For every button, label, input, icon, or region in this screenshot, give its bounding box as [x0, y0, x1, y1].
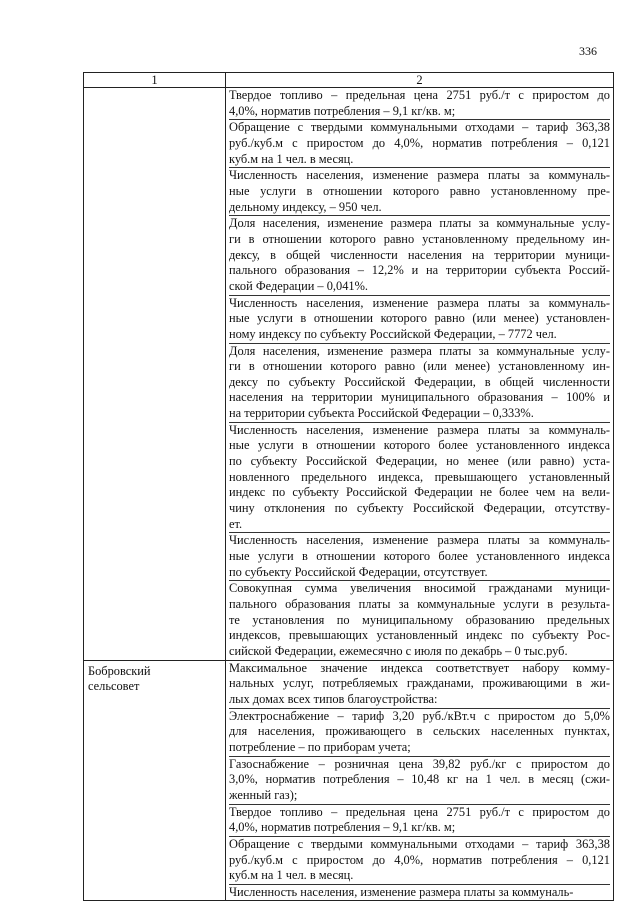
text-line: пального образования платы за коммунальные услуги в результа-	[229, 597, 610, 611]
text-line: ги в отношении которого равно установленному предельному ин-	[229, 231, 610, 246]
text-line: 4,0%, норматив потребления – 9,1 кг/кв. м;	[229, 103, 456, 118]
description-cell	[226, 88, 614, 661]
description-paragraph	[229, 757, 610, 805]
text-line: по субъекту Российской Федерации, но менее (или равно) уста-	[229, 454, 610, 469]
text-line: Максимальное значение индекса соответствует набору комму-	[229, 660, 610, 675]
description-paragraph	[229, 805, 610, 837]
text-line: ги в отношении которого равно (или менее) установленному ин-	[229, 359, 610, 374]
text-line: чину отклонения по субъекту Российской Федерации, отсутству-	[229, 501, 610, 516]
text-line: сийской Федерации, ежемесячно с июля по декабрь – 0 тыс.руб.	[229, 643, 568, 658]
text-line: потребление – по приборам учета;	[229, 739, 411, 754]
text-line: новленного предельного индекса, превышающего установленный	[229, 469, 610, 484]
text-line: для населения, проживающего в сельских населенных пунктах,	[229, 724, 610, 739]
description-paragraph	[229, 423, 610, 534]
region-name-line: Бобровский	[88, 663, 151, 678]
text-line: индекс по субъекту Российской Федерации не более чем на вели-	[229, 485, 610, 500]
text-line: 4,0%, норматив потребления – 9,1 кг/кв. м;	[229, 820, 456, 835]
description-paragraph	[229, 216, 610, 295]
text-line: ные услуги в отношении которого равно установленному пре-	[229, 183, 610, 198]
text-line: ные услуги в отношении которого более установленного индекса	[229, 438, 610, 453]
data-table	[83, 72, 614, 901]
description-cell	[226, 660, 614, 901]
description-paragraph	[229, 533, 610, 581]
text-line: пального образования – 12,2% и на территории субъекта Россий-	[229, 263, 610, 278]
table-row	[84, 660, 614, 901]
text-line: руб./куб.м с приростом до 4,0%, норматив потребления – 0,121	[229, 852, 610, 867]
table-row	[84, 88, 614, 661]
region-cell	[84, 660, 226, 901]
description-paragraph	[229, 709, 610, 757]
region-name	[84, 661, 225, 695]
text-line: Электроснабжение – тариф 3,20 руб./кВт.ч с приростом до 5,0%	[229, 708, 610, 723]
description-paragraph	[229, 837, 610, 885]
column-header-1: 1	[84, 73, 226, 88]
text-line: те установления по муниципальному образованию предельных	[229, 612, 610, 627]
text-line: Совокупная сумма увеличения вносимой гражданами муници-	[229, 581, 610, 596]
text-line: дексу по субъекту Российской Федерации, в общей численности	[229, 374, 610, 389]
text-line: ному индексу по субъекту Российской Федерации, – 7772 чел.	[229, 326, 557, 341]
text-line: куб.м на 1 чел. в месяц.	[229, 151, 354, 166]
text-line: Газоснабжение – розничная цена 39,82 руб./кг с приростом до	[229, 756, 610, 771]
text-line: лых домах всех типов благоустройства:	[229, 691, 438, 706]
text-line: Численность населения, изменение размера платы за коммуналь-	[229, 884, 574, 899]
text-line: ные услуги в отношении которого равно (или менее) установлен-	[229, 311, 610, 326]
text-line: Твердое топливо – предельная цена 2751 руб./т с приростом до	[229, 804, 610, 819]
column-header-2: 2	[226, 73, 614, 88]
text-line: ской Федерации – 0,041%.	[229, 278, 369, 293]
description-paragraph	[229, 88, 610, 120]
text-line: Обращение с твердыми коммунальными отходами – тариф 363,38	[229, 836, 610, 851]
description-paragraph	[229, 344, 610, 423]
text-line: Численность населения, изменение размера платы за коммуналь-	[229, 295, 610, 310]
text-line: Численность населения, изменение размера платы за коммуналь-	[229, 168, 610, 183]
description-paragraph	[229, 885, 610, 901]
description-paragraph	[229, 168, 610, 216]
text-line: куб.м на 1 чел. в месяц.	[229, 868, 354, 883]
text-line: на территории субъекта Российской Федерации – 0,333%.	[229, 406, 534, 421]
text-line: Доля населения, изменение размера платы за коммунальные услу-	[229, 216, 610, 231]
text-line: дельному индексу, – 950 чел.	[229, 199, 382, 214]
text-line: Твердое топливо – предельная цена 2751 руб./т с приростом до	[229, 88, 610, 102]
region-name	[84, 88, 225, 91]
description-paragraph	[229, 661, 610, 709]
text-line: женный газ);	[229, 787, 298, 802]
text-line: индексов, превышающих установленный индекс по субъекту Рос-	[229, 628, 610, 643]
text-line: 3,0%, норматив потребления – 10,48 кг на 1 чел. в месяц (сжи-	[229, 772, 610, 787]
description-paragraph	[229, 296, 610, 344]
region-cell	[84, 88, 226, 661]
text-line: населения на территории муниципального образования – 100% и	[229, 390, 610, 405]
description-paragraph	[229, 581, 610, 659]
text-line: Доля населения, изменение размера платы за коммунальные услу-	[229, 343, 610, 358]
text-line: Численность населения, изменение размера платы за коммуналь-	[229, 533, 610, 548]
page-number: 336	[579, 44, 597, 58]
table-header-row	[84, 73, 614, 88]
region-name-line: сельсовет	[88, 679, 140, 694]
text-line: руб./куб.м с приростом до 4,0%, норматив потребления – 0,121	[229, 135, 610, 150]
text-line: нальных услуг, потребляемых гражданами, проживающими в жи-	[229, 676, 610, 691]
text-line: ет.	[229, 516, 243, 531]
text-line: Обращение с твердыми коммунальными отходами – тариф 363,38	[229, 120, 610, 135]
description-paragraph	[229, 120, 610, 168]
text-line: Численность населения, изменение размера платы за коммуналь-	[229, 422, 610, 437]
text-line: ные услуги в отношении которого более установленного индекса	[229, 549, 610, 564]
text-line: по субъекту Российской Федерации, отсутствует.	[229, 564, 488, 579]
text-line: дексу, в общей численности населения на территории муници-	[229, 247, 610, 262]
